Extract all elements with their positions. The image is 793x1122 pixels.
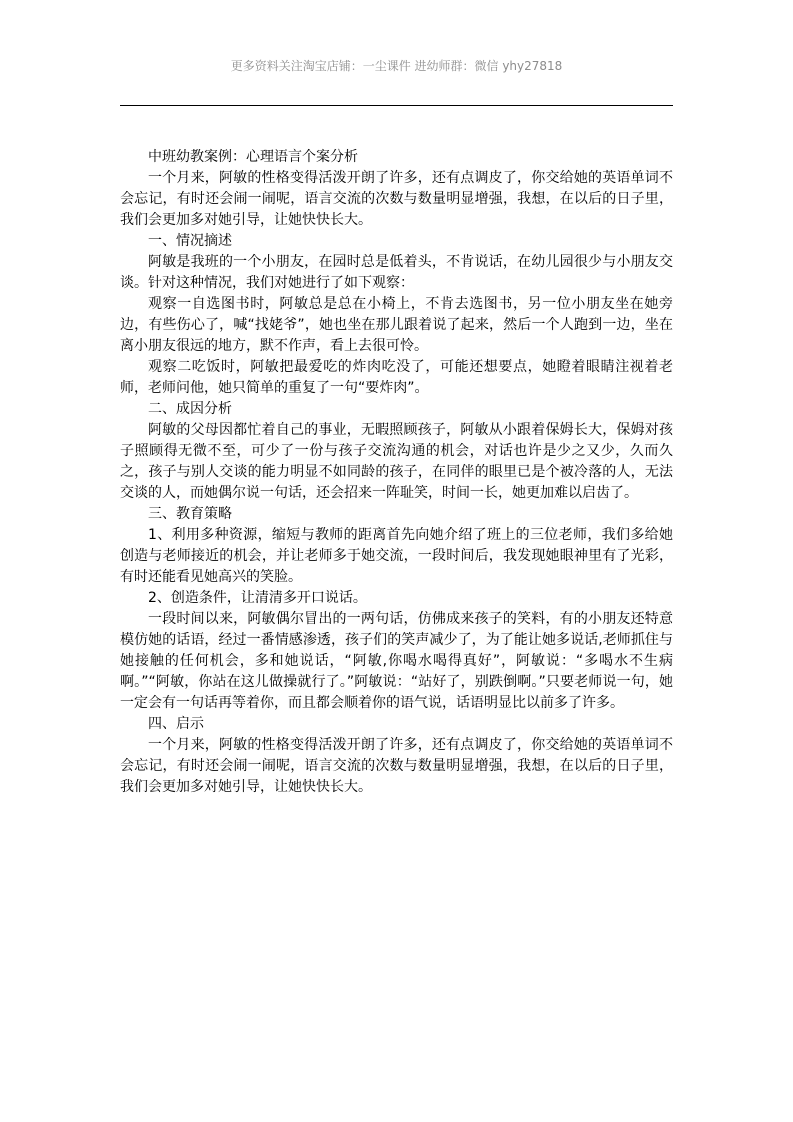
section-heading-situation: 一、情况摘述 — [148, 233, 232, 249]
section-heading-strategy: 三、教育策略 — [148, 506, 232, 522]
section-heading-insight: 四、启示 — [148, 716, 204, 732]
causes-paragraph: 阿敏的父母因都忙着自己的事业，无暇照顾孩子，阿敏从小跟着保姆长大，保姆对孩子照顾得无微不至，可少了一份与孩子交流沟通的机会，对话也许是少之又少，久而久之，孩子与别人交谈的能力明显不如同龄的孩子，在同伴的眼里已是个被冷落的人，无法交谈的人，而她偶尔说一句话，还会招来一阵耻笑，时间一长，她更加难以启齿了。 — [120, 422, 673, 501]
page-header: 更多资料关注淘宝店铺：一尘课件 进幼师群：微信 yhy27818 — [230, 59, 563, 73]
situation-paragraph: 阿敏是我班的一个小朋友，在园时总是低着头，不肯说话，在幼儿园很少与小朋友交谈。针对这种情况，我们对她进行了如下观察： — [120, 254, 673, 291]
intro-paragraph: 一个月来，阿敏的性格变得活泼开朗了许多，还有点调皮了，你交给她的英语单词不会忘记，有时还会闹一闹呢，语言交流的次数与数量明显增强，我想，在以后的日子里，我们会更加多对她引导，让她快快长大。 — [120, 170, 673, 228]
strategy-two-heading: 2、创造条件，让清清多开口说话。 — [148, 590, 367, 606]
document-body — [120, 147, 673, 798]
strategy-one-paragraph: 1、利用多种资源，缩短与教师的距离首先向她介绍了班上的三位老师，我们多给她创造与老师接近的机会，并让老师多于她交流，一段时间后，我发现她眼神里有了光彩，有时还能看见她高兴的笑脸。 — [120, 527, 673, 585]
observation-two-paragraph: 观察二吃饭时，阿敏把最爱吃的炸肉吃没了，可能还想要点，她瞪着眼睛注视着老师，老师问他，她只简单的重复了一句“要炸肉”。 — [120, 359, 673, 396]
strategy-two-paragraph: 一段时间以来，阿敏偶尔冒出的一两句话，仿佛成来孩子的笑料，有的小朋友还特意模仿她的话语，经过一番情感渗透，孩子们的笑声减少了，为了能让她多说话,老师抓住与她接触的任何机会，多和她说话，“阿敏,你喝水喝得真好”，阿敏说：“多喝水不生病啊。”“阿敏，你站在这儿做操就行了。”阿敏说：“站好了，别跌倒啊。”只要老师说一句，她一定会有一句话再等着你，而且都会顺着你的语气说，话语明显比以前多了许多。 — [120, 611, 673, 711]
document-title: 中班幼教案例：心理语言个案分析 — [148, 149, 358, 165]
insight-paragraph: 一个月来，阿敏的性格变得活泼开朗了许多，还有点调皮了，你交给她的英语单词不会忘记，有时还会闹一闹呢，语言交流的次数与数量明显增强，我想，在以后的日子里，我们会更加多对她引导，让她快快长大。 — [120, 737, 673, 795]
header-divider — [120, 105, 673, 106]
section-heading-causes: 二、成因分析 — [148, 401, 232, 417]
observation-one-paragraph: 观察一自选图书时，阿敏总是总在小椅上，不肯去选图书，另一位小朋友坐在她旁边，有些伤心了，喊“找姥爷”，她也坐在那儿跟着说了起来，然后一个人跑到一边，坐在离小朋友很远的地方，默不作声，看上去很可怜。 — [120, 296, 673, 354]
